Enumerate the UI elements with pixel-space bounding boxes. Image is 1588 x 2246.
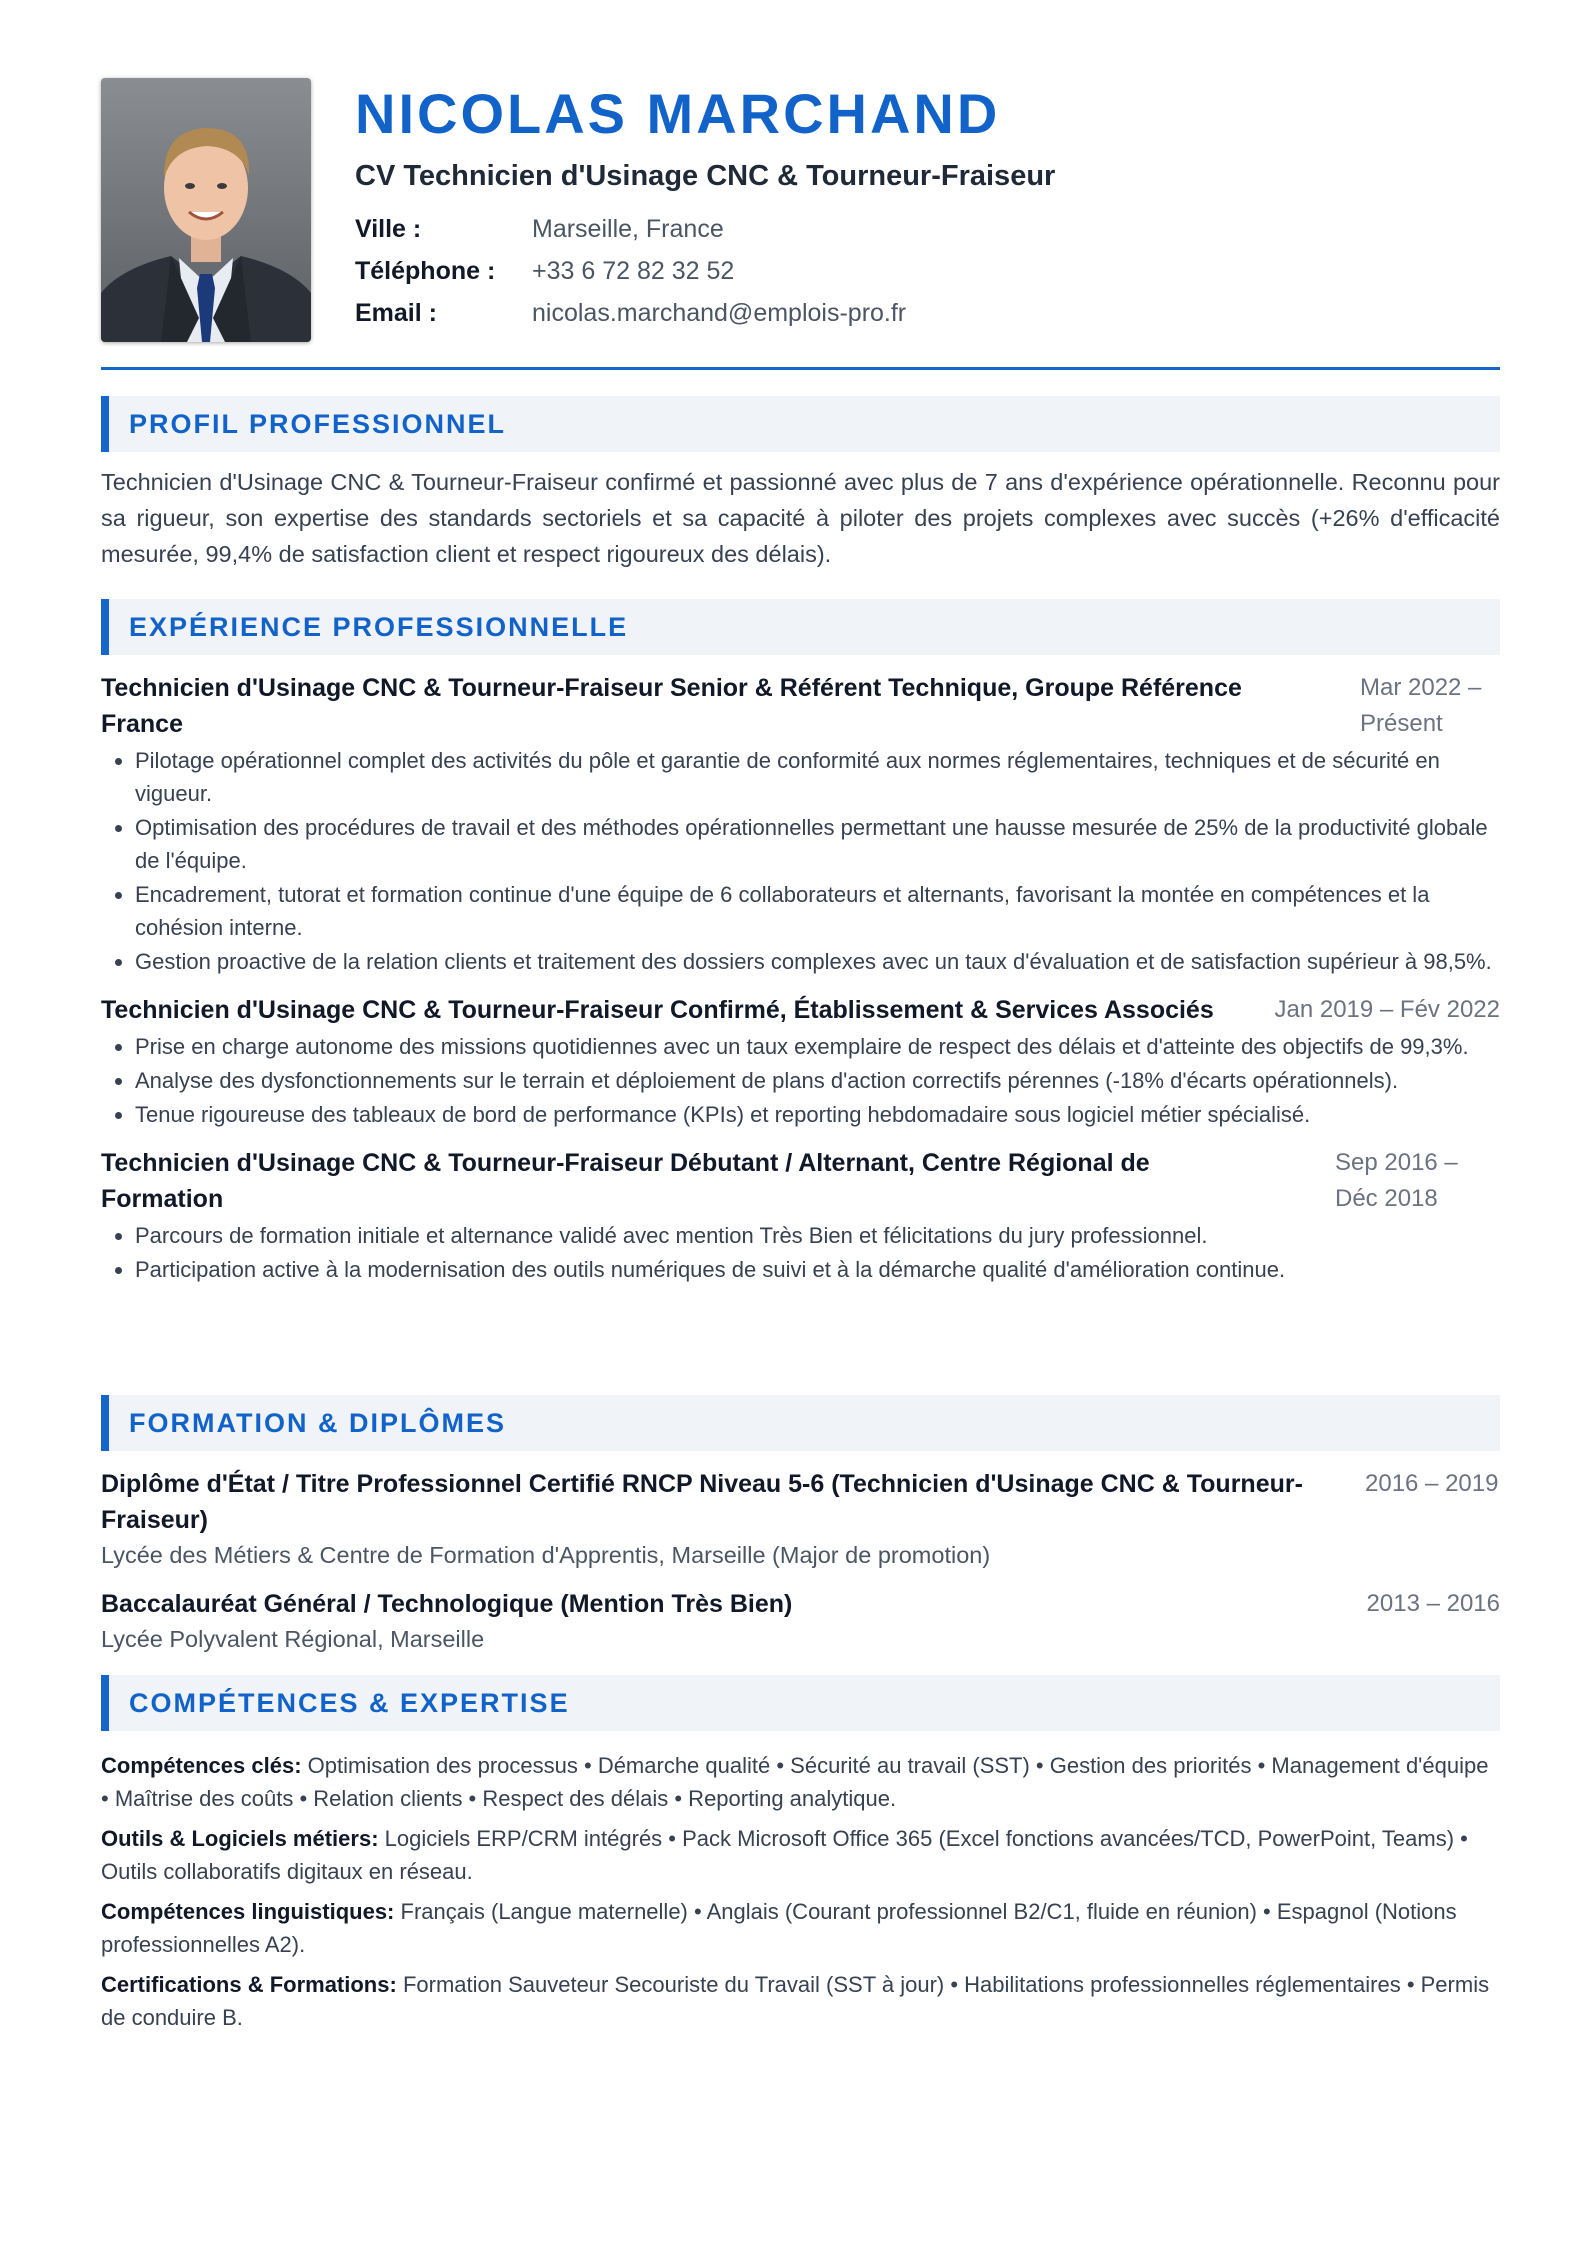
section-title: FORMATION & DIPLÔMES xyxy=(129,1407,506,1438)
contact-row-email xyxy=(355,292,1500,334)
school-name: Lycée Polyvalent Régional, Marseille xyxy=(101,1626,485,1652)
job-dates: Mar 2022 – Présent xyxy=(1360,674,1482,737)
degree-dates: 2016 – 2019 xyxy=(1365,1470,1499,1497)
skill-label: Certifications & Formations: xyxy=(101,1972,397,1997)
degree-dates: 2013 – 2016 xyxy=(1366,1590,1500,1617)
job-dates: Jan 2019 – Fév 2022 xyxy=(1274,996,1500,1023)
list-item: • Gestion proactive de la relation clients et traitement des dossiers complexes avec un taux d'évaluation et de satisfaction supérieur à 98,5%. xyxy=(135,945,1500,978)
candidate-name: NICOLAS MARCHAND xyxy=(355,82,1001,145)
list-item: • Tenue rigoureuse des tableaux de bord de performance (KPIs) et reporting hebdomadaire sous logiciel métier spécialisé. xyxy=(135,1098,1500,1131)
job-bullets xyxy=(101,1219,1500,1286)
portrait-image xyxy=(101,78,311,342)
skill-group xyxy=(101,1822,1500,1888)
school-name: Lycée des Métiers & Centre de Formation d'Apprentis, Marseille (Major de promotion) xyxy=(101,1542,991,1568)
education-entry xyxy=(101,1466,1500,1572)
competences-section xyxy=(101,1749,1500,2041)
contact-row-city xyxy=(355,208,1500,250)
degree-title: Baccalauréat Général / Technologique (Mention Très Bien) xyxy=(101,1590,793,1618)
job-bullets xyxy=(101,1030,1500,1131)
skill-text: Formation Sauveteur Secouriste du Travail (SST à jour) • Habilitations professionnelles réglementaires • Permis de conduire B. xyxy=(101,1972,1490,2030)
cv-subtitle: CV Technicien d'Usinage CNC & Tourneur-Fraiseur xyxy=(355,160,1056,192)
job-entry xyxy=(101,992,1500,1131)
list-item: • Prise en charge autonome des missions quotidiennes avec un taux exemplaire de respect des délais et d'atteinte des objectifs de 99,3%. xyxy=(135,1030,1500,1063)
job-entry xyxy=(101,1145,1500,1286)
skill-text: Logiciels ERP/CRM intégrés • Pack Microsoft Office 365 (Excel fonctions avancées/TCD, PowerPoint, Teams) • Outils collaboratifs digitaux en réseau. xyxy=(101,1826,1468,1884)
degree-title: Diplôme d'État / Titre Professionnel Certifié RNCP Niveau 5-6 (Technicien d'Usinage CNC & Tourneur-Fraiseur) xyxy=(101,1470,1303,1534)
list-item: • Analyse des dysfonctionnements sur le terrain et déploiement de plans d'action correctifs pérennes (-18% d'écarts opérationnels). xyxy=(135,1064,1500,1097)
education-entry xyxy=(101,1586,1500,1656)
profil-text: Technicien d'Usinage CNC & Tourneur-Fraiseur confirmé et passionné avec plus de 7 ans d'expérience opérationnelle. Reconnu pour sa rigueur, son expertise des standards sectoriels et sa capacité à piloter des projets complexes avec succès (+26% d'efficacité mesurée, 99,4% de satisfaction client et respect rigoureux des délais). xyxy=(101,469,1500,567)
skill-label: Compétences clés: xyxy=(101,1753,302,1778)
profile-photo xyxy=(101,78,311,342)
section-title: EXPÉRIENCE PROFESSIONNELLE xyxy=(129,611,629,642)
list-item: • Encadrement, tutorat et formation continue d'une équipe de 6 collaborateurs et alternants, favorisant la montée en compétences et la cohésion interne. xyxy=(135,878,1500,944)
section-header-experience xyxy=(101,599,1500,655)
skill-group xyxy=(101,1968,1500,2034)
section-header-competences xyxy=(101,1675,1500,1731)
list-item: • Pilotage opérationnel complet des activités du pôle et garantie de conformité aux normes réglementaires, techniques et de sécurité en vigueur. xyxy=(135,744,1500,810)
profil-section xyxy=(101,464,1500,572)
skill-label: Compétences linguistiques: xyxy=(101,1899,395,1924)
section-title: PROFIL PROFESSIONNEL xyxy=(129,408,507,439)
contact-value-email[interactable]: nicolas.marchand@emplois-pro.fr xyxy=(532,299,907,327)
skill-text: Français (Langue maternelle) • Anglais (Courant professionnel B2/C1, fluide en réunion) • Espagnol (Notions professionnelles A2). xyxy=(101,1899,1457,1957)
skill-group xyxy=(101,1895,1500,1961)
contact-value-city: Marseille, France xyxy=(532,215,724,243)
header xyxy=(355,82,1500,334)
job-title: Technicien d'Usinage CNC & Tourneur-Fraiseur Senior & Référent Technique, Groupe Référence France xyxy=(101,674,1242,738)
skill-label: Outils & Logiciels métiers: xyxy=(101,1826,379,1851)
experience-section xyxy=(101,670,1500,1300)
job-bullets xyxy=(101,744,1500,978)
list-item: • Participation active à la modernisation des outils numériques de suivi et à la démarche qualité d'amélioration continue. xyxy=(135,1253,1500,1286)
list-item: • Optimisation des procédures de travail et des méthodes opérationnelles permettant une hausse mesurée de 25% de la productivité globale de l'équipe. xyxy=(135,811,1500,877)
section-header-formation xyxy=(101,1395,1500,1451)
list-item: • Parcours de formation initiale et alternance validé avec mention Très Bien et félicitations du jury professionnel. xyxy=(135,1219,1500,1252)
contact-label: Ville : xyxy=(355,215,422,243)
job-entry xyxy=(101,670,1500,978)
section-header-profil xyxy=(101,396,1500,452)
skill-text: Optimisation des processus • Démarche qualité • Sécurité au travail (SST) • Gestion des priorités • Management d'équipe • Maîtrise des coûts • Relation clients • Respect des délais • Reporting analytique. xyxy=(101,1753,1489,1811)
header-divider xyxy=(101,367,1500,370)
job-title: Technicien d'Usinage CNC & Tourneur-Fraiseur Débutant / Alternant, Centre Régional de Formation xyxy=(101,1149,1150,1213)
contact-row-phone xyxy=(355,250,1500,292)
job-dates: Sep 2016 – Déc 2018 xyxy=(1335,1149,1458,1212)
contact-info xyxy=(355,208,1500,334)
contact-value-phone: +33 6 72 82 32 52 xyxy=(532,257,735,285)
section-title: COMPÉTENCES & EXPERTISE xyxy=(129,1687,570,1718)
contact-label: Email : xyxy=(355,299,437,327)
job-title: Technicien d'Usinage CNC & Tourneur-Fraiseur Confirmé, Établissement & Services Associés xyxy=(101,996,1214,1024)
skill-group xyxy=(101,1749,1500,1815)
contact-label: Téléphone : xyxy=(355,257,496,285)
formation-section xyxy=(101,1466,1500,1670)
